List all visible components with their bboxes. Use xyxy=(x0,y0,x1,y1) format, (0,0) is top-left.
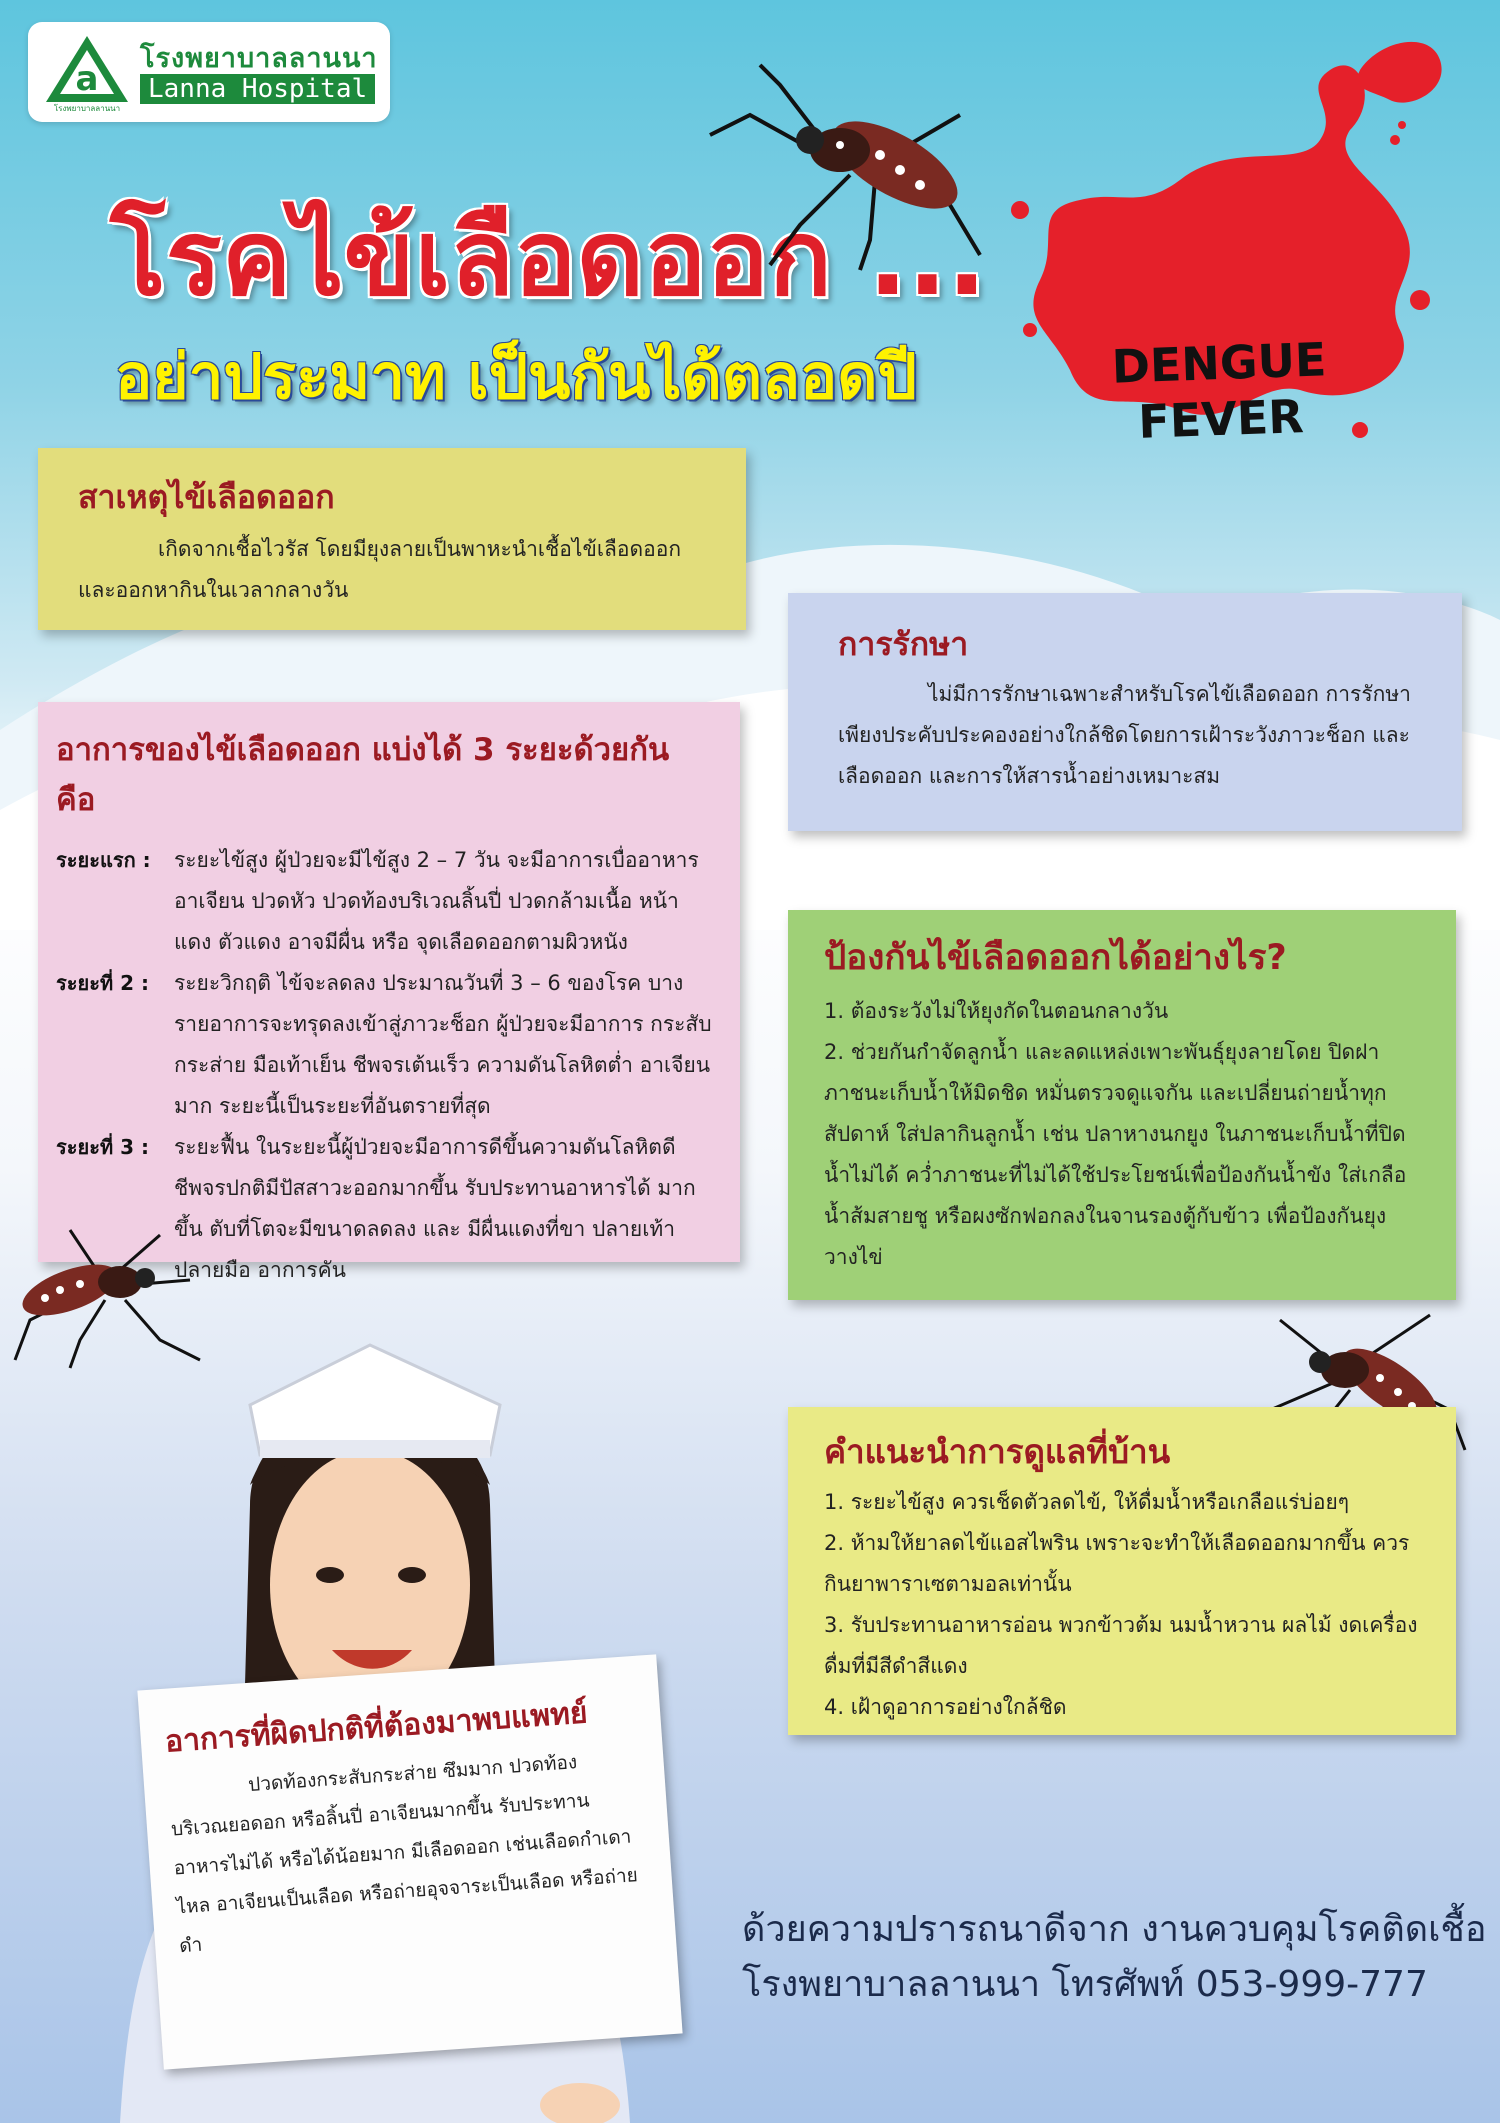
badge-line-1: DENGUE xyxy=(1110,332,1328,394)
home-care-item: 2. ห้ามให้ยาลดไข้แอสไพริน เพราะจะทำให้เลือดออกมากขึ้น ควรกินยาพาราเซตามอลเท่านั้น xyxy=(824,1531,1410,1596)
dengue-fever-badge xyxy=(1088,330,1352,451)
treatment-panel xyxy=(788,593,1462,831)
home-care-panel xyxy=(788,1407,1456,1735)
stage-row: ระยะแรก : ระยะไข้สูง ผู้ป่วยจะมีไข้สูง 2 – 7 วัน จะมีอาการเบื่ออาหาร อาเจียน ปวดหัว ปวดท้องบริเวณลิ้นปี่ ปวดกล้ามเนื้อ หน้าแดง ตัวแดง อาจมีผื่น หรือ จุดเลือดออกตามผิวหนัง xyxy=(56,840,716,963)
home-care-item: 1. ระยะไข้สูง ควรเช็ดตัวลดไข้, ให้ดื่มน้ำหรือเกลือแร่บ่อยๆ xyxy=(824,1490,1350,1514)
stage-label: ระยะที่ 3 xyxy=(56,1135,135,1159)
warning-text: ปวดท้องกระสับกระส่าย ซึมมาก ปวดท้องบริเวณยอดอก หรือลิ้นปี่ อาเจียนมากขึ้น รับประทานอาหารไม่ได้ หรือได้น้อยมาก มีเลือดออก เช่นเลือดกำเดาไหล อาเจียนเป็นเลือด หรือถ่ายอุจจาระเป็นเลือด หรือถ่ายดำ xyxy=(170,1751,639,1958)
cause-panel xyxy=(38,448,746,630)
warning-heading: อาการที่ผิดปกติที่ต้องมาพบแพทย์ xyxy=(163,1695,589,1760)
treatment-heading: การรักษา xyxy=(838,625,969,663)
svg-text:a: a xyxy=(75,59,99,99)
prevention-heading: ป้องกันไข้เลือดออกได้อย่างไร? xyxy=(824,938,1287,978)
hospital-emblem-icon xyxy=(42,32,132,112)
symptoms-heading: อาการของไข้เลือดออก แบ่งได้ 3 ระยะด้วยกัน คือ xyxy=(56,732,670,818)
stage-label: ระยะที่ 2 xyxy=(56,971,135,995)
stage-label: ระยะแรก xyxy=(56,848,136,872)
prevention-item: 2. ช่วยกันกำจัดลูกน้ำ และลดแหล่งเพาะพันธุ์ยุงลายโดย ปิดฝาภาชนะเก็บน้ำให้มิดชิด หมั่นตรวจดูแจกัน และเปลี่ยนถ่ายน้ำทุกสัปดาห์ ใส่ปลากินลูกน้ำ เช่น ปลาหางนกยูง ในภาชนะเก็บน้ำที่ปิดน้ำไม่ได้ คว่ำภาชนะที่ไม่ได้ใช้ประโยชน์เพื่อป้องกันน้ำขัง ใส่เกลือ น้ำส้มสายชู หรือผงซักฟอกลงในจานรองตู้กับข้าว เพื่อป้องกันยุงวางไข่ xyxy=(824,1040,1407,1269)
home-care-item: 4. เฝ้าดูอาการอย่างใกล้ชิด xyxy=(824,1695,1067,1719)
mosquito-icon xyxy=(10,1220,210,1370)
home-care-item: 3. รับประทานอาหารอ่อน พวกข้าวต้ม นมน้ำหวาน ผลไม้ งดเครื่องดื่มที่มีสีดำสีแดง xyxy=(824,1613,1418,1678)
main-title: โรคไข้เลือดออก ... xyxy=(110,197,987,319)
stage-text: ระยะฟื้น ในระยะนี้ผู้ป่วยจะมีอาการดีขึ้นความดันโลหิตดี ชีพจรปกติมีปัสสาวะออกมากขึ้น รับประทานอาหารได้ มากขึ้น ตับที่โตจะมีขนาดลดลง และ มีผื่นแดงที่ขา ปลายเท้า ปลายมือ อาการคัน xyxy=(174,1135,696,1282)
footer-contact: โรงพยาบาลลานนา โทรศัพท์ 053-999-777 xyxy=(742,1964,1428,2005)
symptoms-panel xyxy=(38,702,740,1282)
mosquito-icon xyxy=(690,55,990,275)
subtitle: อย่าประมาท เป็นกันได้ตลอดปี xyxy=(115,340,917,413)
home-care-heading: คำแนะนำการดูแลที่บ้าน xyxy=(824,1432,1171,1471)
prevention-item: 1. ต้องระวังไม่ให้ยุงกัดในตอนกลางวัน xyxy=(824,999,1169,1023)
hospital-name-thai: โรงพยาบาลลานนา xyxy=(140,43,378,74)
treatment-text: ไม่มีการรักษาเฉพาะสำหรับโรคไข้เลือดออก การรักษาเพียงประคับประคองอย่างใกล้ชิดโดยการเฝ้าระวังภาวะช็อก และเลือดออก และการให้สารน้ำอย่างเหมาะสม xyxy=(838,682,1411,788)
hospital-logo xyxy=(28,22,390,122)
cause-text: เกิดจากเชื้อไวรัส โดยมียุงลายเป็นพาหะนำเชื้อไข้เลือดออก และออกหากินในเวลากลางวัน xyxy=(78,537,682,602)
warning-sign-paper xyxy=(137,1654,682,2069)
logo-mark-caption: โรงพยาบาลลานนา xyxy=(53,104,121,112)
stage-row: ระยะที่ 2 : ระยะวิกฤติ ไข้จะลดลง ประมาณวันที่ 3 – 6 ของโรค บางรายอาการจะทรุดลงเข้าสู่ภาวะช็อก ผู้ป่วยจะมีอาการ กระสับกระส่าย มือเท้าเย็น ชีพจรเต้นเร็ว ความดันโลหิตต่ำ อาเจียนมาก ระยะนี้เป็นระยะที่อันตรายที่สุด xyxy=(56,963,716,1127)
badge-line-2: FEVER xyxy=(1137,389,1305,449)
stage-row: ระยะที่ 3 : ระยะฟื้น ในระยะนี้ผู้ป่วยจะมีอาการดีขึ้นความดันโลหิตดี ชีพจรปกติมีปัสสาวะออกมากขึ้น รับประทานอาหารได้ มากขึ้น ตับที่โตจะมีขนาดลดลง และ มีผื่นแดงที่ขา ปลายเท้า ปลายมือ อาการคัน xyxy=(56,1127,716,1291)
cause-heading: สาเหตุไข้เลือดออก xyxy=(78,478,335,516)
prevention-panel xyxy=(788,910,1456,1300)
stage-text: ระยะไข้สูง ผู้ป่วยจะมีไข้สูง 2 – 7 วัน จะมีอาการเบื่ออาหาร อาเจียน ปวดหัว ปวดท้องบริเวณลิ้นปี่ ปวดกล้ามเนื้อ หน้าแดง ตัวแดง อาจมีผื่น หรือ จุดเลือดออกตามผิวหนัง xyxy=(174,848,699,954)
stage-text: ระยะวิกฤติ ไข้จะลดลง ประมาณวันที่ 3 – 6 ของโรค บางรายอาการจะทรุดลงเข้าสู่ภาวะช็อก ผู้ป่วยจะมีอาการ กระสับกระส่าย มือเท้าเย็น ชีพจรเต้นเร็ว ความดันโลหิตต่ำ อาเจียนมาก ระยะนี้เป็นระยะที่อันตรายที่สุด xyxy=(174,971,712,1118)
footer-credit: ด้วยความปรารถนาดีจาก งานควบคุมโรคติดเชื้อ xyxy=(742,1909,1487,1950)
hospital-name-english: Lanna Hospital xyxy=(140,74,375,104)
